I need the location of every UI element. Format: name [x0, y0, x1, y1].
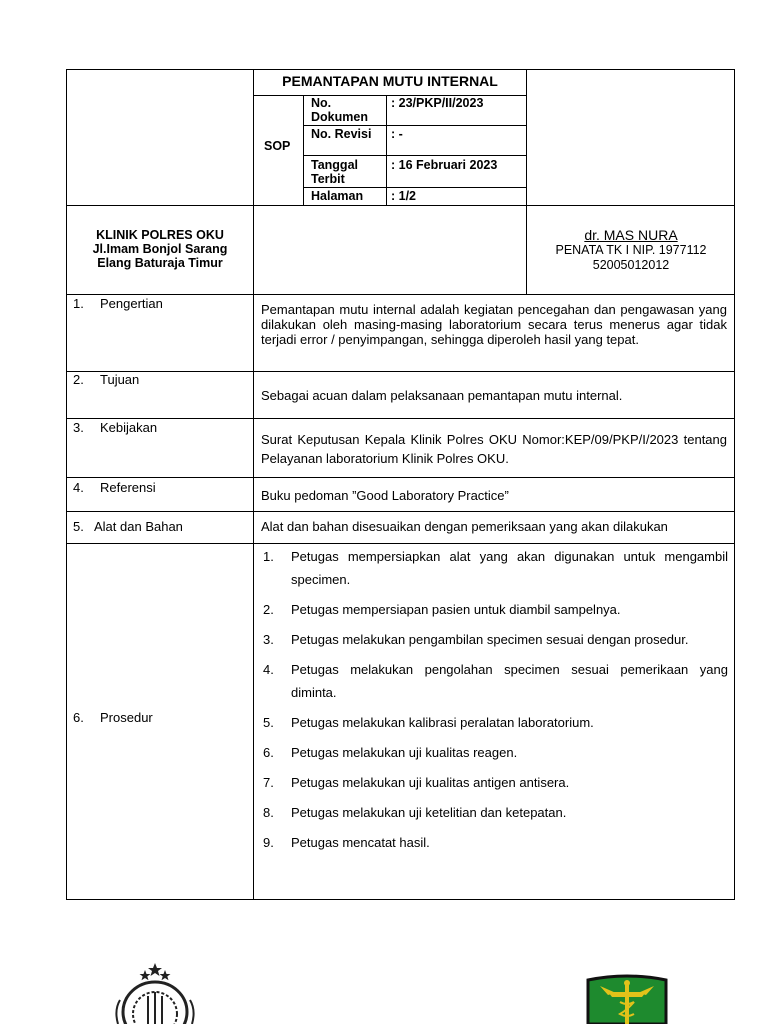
section-number: 4.	[73, 480, 84, 495]
section-number: 1.	[73, 296, 84, 311]
column-divider-sop	[303, 95, 304, 205]
clinic-name: KLINIK POLRES OKU	[96, 228, 224, 242]
sop-label: SOP	[264, 139, 291, 153]
meta-value-no-revisi: : -	[391, 127, 403, 141]
meta-value-halaman: : 1/2	[391, 189, 417, 203]
column-divider-meta	[386, 95, 387, 205]
clinic-address-line2: Elang Baturaja Timur	[97, 256, 223, 270]
section-label-tujuan: Tujuan	[100, 372, 140, 387]
section-text-referensi: Buku pedoman ”Good Laboratory Practice”	[261, 488, 509, 503]
row-divider	[66, 371, 735, 372]
meta-label-tanggal-terbit: Tanggal Terbit	[311, 158, 358, 186]
clinic-address-line1: Jl.Imam Bonjol Sarang	[92, 242, 228, 256]
list-item: 4. Petugas melakukan pengolahan specimen sesuai pemerikaan yang diminta.	[263, 662, 728, 700]
list-item: 3. Petugas melakukan pengambilan specimen sesuai dengan prosedur.	[263, 632, 689, 647]
meta-divider	[303, 125, 526, 126]
signatory-block	[527, 227, 735, 273]
list-item: 9. Petugas mencatat hasil.	[263, 835, 430, 850]
row-divider	[66, 543, 735, 544]
medical-caduceus-shield-icon	[586, 974, 668, 1024]
meta-divider	[303, 187, 526, 188]
meta-value-tanggal-terbit: : 16 Februari 2023	[391, 158, 498, 172]
list-item: 7. Petugas melakukan uji kualitas antigen antisera.	[263, 775, 570, 790]
clinic-block	[67, 228, 253, 270]
polri-emblem-icon	[110, 960, 200, 1024]
section-label-pengertian: Pengertian	[100, 296, 163, 311]
signatory-rank-line2: 52005012012	[592, 258, 670, 272]
section-number: 3.	[73, 420, 84, 435]
section-label-prosedur: Prosedur	[100, 710, 153, 725]
meta-label-halaman: Halaman	[311, 189, 364, 203]
list-item: 6. Petugas melakukan uji kualitas reagen.	[263, 745, 518, 760]
row-divider	[66, 294, 735, 295]
row-divider	[66, 477, 735, 478]
meta-divider	[303, 155, 526, 156]
document-title: PEMANTAPAN MUTU INTERNAL	[282, 73, 498, 89]
section-label-referensi: Referensi	[100, 480, 156, 495]
signatory-name: dr. MAS NURA	[584, 227, 678, 243]
meta-value-no-dokumen: : 23/PKP/II/2023	[391, 96, 484, 110]
row-divider	[66, 511, 735, 512]
section-text-pengertian: Pemantapan mutu internal adalah kegiatan pencegahan dan pengawasan yang dilakukan oleh masing-masing laboratorium secara terus menerus agar tidak terjadi error / penyimpangan, sehingga diperoleh hasil yang tepat.	[261, 302, 727, 347]
section-text-kebijakan: Surat Keputusan Kepala Klinik Polres OKU Nomor:KEP/09/PKP/I/2023 tentang Pelayanan laboratorium Klinik Polres OKU.	[261, 432, 727, 466]
section-label-alat-dan-bahan: Alat dan Bahan	[94, 519, 183, 534]
signatory-rank-line1: PENATA TK I NIP. 1977112	[555, 243, 707, 257]
title-underline	[253, 95, 526, 96]
section-number: 5.	[73, 519, 84, 534]
section-number: 2.	[73, 372, 84, 387]
procedure-list	[263, 545, 728, 861]
list-item: 1. Petugas mempersiapkan alat yang akan digunakan untuk mengambil specimen.	[263, 549, 728, 587]
section-label-kebijakan: Kebijakan	[100, 420, 158, 435]
list-item: 5. Petugas melakukan kalibrasi peralatan laboratorium.	[263, 715, 594, 730]
meta-label-no-dokumen: No. Dokumen	[311, 96, 368, 124]
section-text-alat-dan-bahan: Alat dan bahan disesuaikan dengan pemeriksaan yang akan dilakukan	[261, 519, 668, 534]
column-divider-main	[253, 69, 254, 900]
row-divider	[66, 205, 735, 206]
section-text-tujuan: Sebagai acuan dalam pelaksanaan pemantapan mutu internal.	[261, 388, 623, 403]
list-item: 2. Petugas mempersiapan pasien untuk diambil sampelnya.	[263, 602, 621, 617]
section-number: 6.	[73, 710, 84, 725]
list-item: 8. Petugas melakukan uji ketelitian dan ketepatan.	[263, 805, 567, 820]
row-divider	[66, 418, 735, 419]
meta-label-no-revisi: No. Revisi	[311, 127, 372, 141]
